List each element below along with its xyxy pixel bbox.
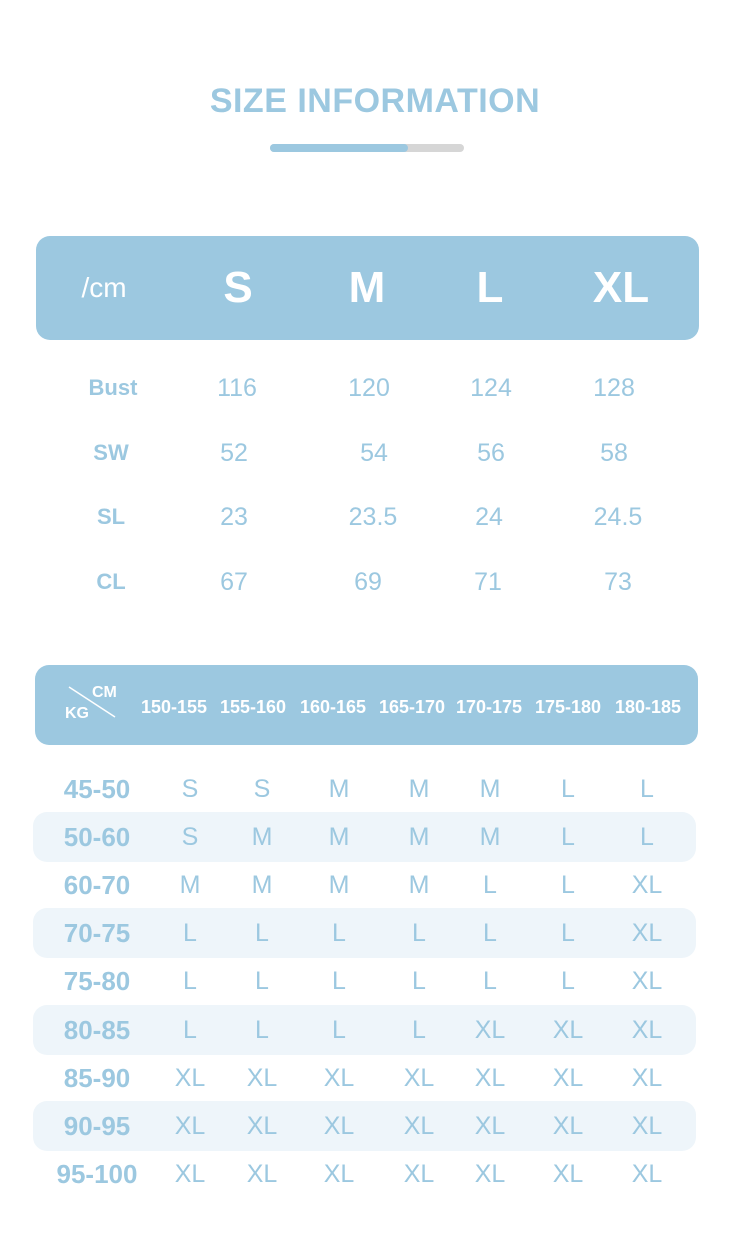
recommended-size-cell: S <box>253 775 271 803</box>
recommended-size-cell: L <box>561 871 575 899</box>
recommended-size-cell: M <box>408 871 430 899</box>
recommended-size-cell: M <box>328 871 350 899</box>
measurement-label: CL <box>96 569 126 594</box>
reference-row <box>0 817 750 857</box>
height-header: 170-175 <box>455 697 523 717</box>
recommended-size-cell: XL <box>323 1064 355 1092</box>
measurement-row-bust <box>0 368 750 408</box>
recommended-size-cell: L <box>183 967 197 995</box>
recommended-size-cell: S <box>181 775 199 803</box>
size-header-xl: XL <box>592 263 650 312</box>
measurement-value: 24.5 <box>593 503 643 531</box>
title-underline-accent <box>270 144 408 152</box>
recommended-size-cell: XL <box>631 871 663 899</box>
size-header-m: M <box>348 263 386 312</box>
recommended-size-cell: XL <box>323 1112 355 1140</box>
measurement-row-sw <box>0 433 750 473</box>
reference-row <box>0 1106 750 1146</box>
height-header: 165-170 <box>378 697 446 717</box>
measurement-label: SL <box>96 504 126 529</box>
recommended-size-cell: XL <box>474 1016 506 1044</box>
recommended-size-cell: XL <box>631 1160 663 1188</box>
recommended-size-cell: XL <box>246 1160 278 1188</box>
recommended-size-cell: XL <box>174 1112 206 1140</box>
recommended-size-cell: M <box>179 871 201 899</box>
recommended-size-cell: L <box>640 823 654 851</box>
weight-range-label: 75-80 <box>63 966 131 996</box>
recommended-size-cell: L <box>483 871 497 899</box>
recommended-size-cell: XL <box>631 1016 663 1044</box>
recommended-size-cell: L <box>561 775 575 803</box>
weight-range-label: 70-75 <box>63 918 131 948</box>
recommended-size-cell: L <box>183 919 197 947</box>
measurement-value: 67 <box>220 568 248 596</box>
size-table-header <box>36 236 699 340</box>
reference-row <box>0 1058 750 1098</box>
recommended-size-cell: L <box>483 919 497 947</box>
recommended-size-cell: L <box>332 1016 346 1044</box>
reference-row <box>0 961 750 1001</box>
measurement-label: Bust <box>88 375 138 400</box>
height-header: 155-160 <box>219 697 287 717</box>
recommended-size-cell: L <box>561 823 575 851</box>
recommended-size-cell: L <box>412 919 426 947</box>
measurement-value: 128 <box>593 374 635 402</box>
recommended-size-cell: XL <box>552 1064 584 1092</box>
reference-row <box>0 1154 750 1194</box>
recommended-size-cell: XL <box>403 1112 435 1140</box>
size-header-s: S <box>223 263 253 312</box>
recommended-size-cell: M <box>328 823 350 851</box>
recommended-size-cell: L <box>640 775 654 803</box>
measurement-value: 120 <box>348 374 390 402</box>
weight-axis-label: KG <box>65 705 89 722</box>
recommended-size-cell: M <box>408 775 430 803</box>
recommended-size-cell: L <box>332 919 346 947</box>
page-title: SIZE INFORMATION <box>209 82 541 120</box>
recommended-size-cell: XL <box>323 1160 355 1188</box>
measurement-value: 58 <box>600 439 628 467</box>
measurement-value: 52 <box>220 439 248 467</box>
measurement-row-cl <box>0 562 750 602</box>
recommended-size-cell: XL <box>552 1016 584 1044</box>
reference-row <box>0 769 750 809</box>
title-underline <box>270 144 464 152</box>
unit-label: /cm <box>81 272 127 303</box>
weight-range-label: 90-95 <box>63 1111 131 1141</box>
recommended-size-cell: XL <box>246 1112 278 1140</box>
weight-range-label: 60-70 <box>63 870 131 900</box>
reference-row <box>0 913 750 953</box>
weight-range-label: 95-100 <box>56 1159 138 1189</box>
recommended-size-cell: XL <box>174 1064 206 1092</box>
recommended-size-cell: L <box>561 919 575 947</box>
height-header: 160-165 <box>299 697 367 717</box>
recommended-size-cell: L <box>255 1016 269 1044</box>
reference-table-header <box>35 665 698 745</box>
recommended-size-cell: L <box>255 919 269 947</box>
recommended-size-cell: L <box>255 967 269 995</box>
recommended-size-cell: L <box>412 967 426 995</box>
recommended-size-cell: S <box>181 823 199 851</box>
height-header: 180-185 <box>614 697 682 717</box>
recommended-size-cell: M <box>328 775 350 803</box>
measurement-value: 124 <box>470 374 512 402</box>
recommended-size-cell: XL <box>631 967 663 995</box>
weight-range-label: 45-50 <box>63 774 131 804</box>
recommended-size-cell: XL <box>403 1160 435 1188</box>
measurement-value: 56 <box>477 439 505 467</box>
measurement-value: 116 <box>217 374 257 402</box>
measurement-value: 23.5 <box>348 503 398 531</box>
measurement-value: 23 <box>220 503 248 531</box>
recommended-size-cell: M <box>408 823 430 851</box>
recommended-size-cell: XL <box>174 1160 206 1188</box>
reference-row <box>0 1010 750 1050</box>
measurement-value: 71 <box>474 568 502 596</box>
recommended-size-cell: M <box>251 871 273 899</box>
weight-range-label: 85-90 <box>63 1063 131 1093</box>
recommended-size-cell: L <box>183 1016 197 1044</box>
recommended-size-cell: L <box>332 967 346 995</box>
recommended-size-cell: L <box>561 967 575 995</box>
recommended-size-cell: XL <box>403 1064 435 1092</box>
recommended-size-cell: L <box>412 1016 426 1044</box>
recommended-size-cell: XL <box>246 1064 278 1092</box>
reference-row <box>0 865 750 905</box>
recommended-size-cell: XL <box>474 1064 506 1092</box>
measurement-value: 69 <box>354 568 382 596</box>
measurement-value: 73 <box>604 568 632 596</box>
height-axis-label: CM <box>92 684 117 701</box>
recommended-size-cell: XL <box>474 1112 506 1140</box>
measurement-value: 54 <box>360 439 388 467</box>
recommended-size-cell: XL <box>631 1112 663 1140</box>
recommended-size-cell: M <box>251 823 273 851</box>
weight-range-label: 50-60 <box>63 822 131 852</box>
height-header: 175-180 <box>534 697 602 717</box>
recommended-size-cell: XL <box>552 1160 584 1188</box>
recommended-size-cell: M <box>479 823 501 851</box>
measurement-row-sl <box>0 497 750 537</box>
recommended-size-cell: M <box>479 775 501 803</box>
measurement-label: SW <box>93 440 129 465</box>
recommended-size-cell: XL <box>631 1064 663 1092</box>
recommended-size-cell: XL <box>474 1160 506 1188</box>
size-header-l: L <box>476 263 504 312</box>
recommended-size-cell: XL <box>552 1112 584 1140</box>
height-header: 150-155 <box>140 697 208 717</box>
weight-range-label: 80-85 <box>63 1015 131 1045</box>
recommended-size-cell: L <box>483 967 497 995</box>
measurement-value: 24 <box>475 503 503 531</box>
recommended-size-cell: XL <box>631 919 663 947</box>
